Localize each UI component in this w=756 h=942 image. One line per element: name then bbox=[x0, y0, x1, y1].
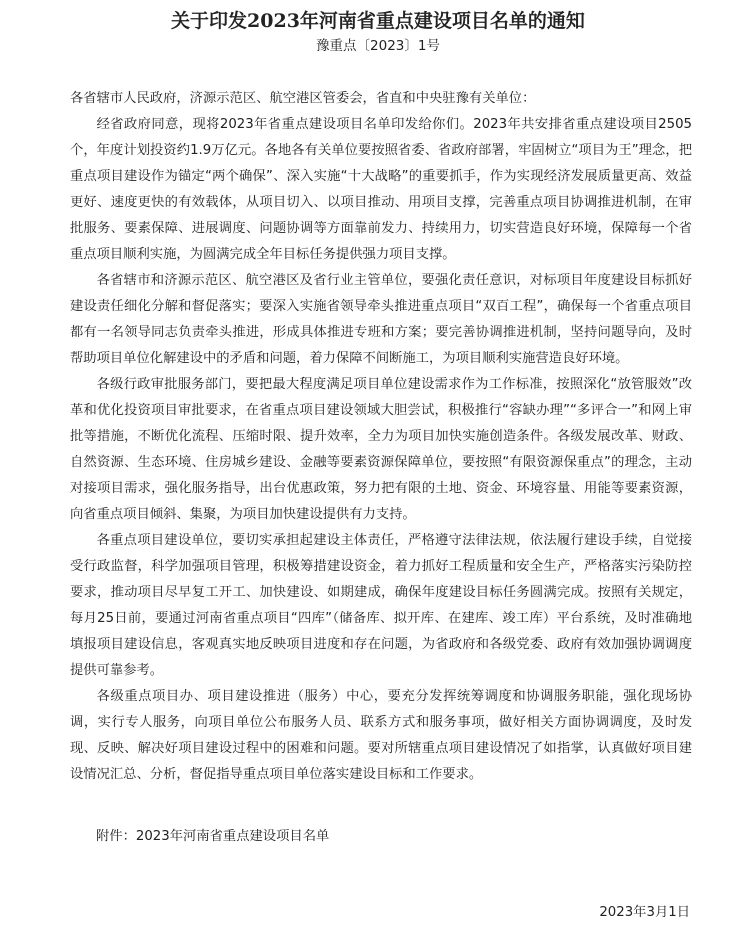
document-date: 2023年3月1日 bbox=[599, 905, 690, 920]
document-number: 豫重点〔2023〕1号 bbox=[316, 38, 440, 54]
document-body bbox=[70, 86, 692, 788]
paragraph-1: 经省政府同意，现将2023年省重点建设项目名单印发给你们。2023年共安排省重点建设项目2505个，年度计划投资约1.9万亿元。各地各有关单位要按照省委、省政府部署，牢固树立“项目为王”理念，把重点项目建设作为锚定“两个确保”、深入实施“十大战略”的重要抓手，作为实现经济发展质量更高、效益更好、速度更快的有效载体，从项目切入、以项目推动、用项目支撑，完善重点项目协调推进机制，在审批服务、要素保障、进展调度、问题协调等方面靠前发力、持续用力，切实营造良好环境，保障每一个省重点项目顺利实施，为圆满完成全年目标任务提供强力项目支撑。 bbox=[70, 117, 692, 262]
salutation: 各省辖市人民政府，济源示范区、航空港区管委会，省直和中央驻豫有关单位： bbox=[70, 91, 536, 106]
attachment-line: 附件：2023年河南省重点建设项目名单 bbox=[96, 829, 330, 844]
document-title: 关于印发2023年河南省重点建设项目名单的通知 bbox=[171, 10, 585, 32]
paragraph-3: 各级行政审批服务部门，要把最大程度满足项目单位建设需求作为工作标准，按照深化“放管服效”改革和优化投资项目审批要求，在省重点项目建设领域大胆尝试，积极推行“容缺办理”“多评合一”和网上审批等措施，不断优化流程、压缩时限、提升效率，全力为项目加快实施创造条件。各级发展改革、财政、自然资源、生态环境、住房城乡建设、金融等要素资源保障单位，要按照“有限资源保重点”的理念，主动对接项目需求，强化服务指导，出台优惠政策，努力把有限的土地、资金、环境容量、用能等要素资源，向省重点项目倾斜、集聚，为项目加快建设提供有力支持。 bbox=[70, 377, 692, 522]
paragraph-5: 各级重点项目办、项目建设推进（服务）中心，要充分发挥统筹调度和协调服务职能，强化现场协调，实行专人服务，向项目单位公布服务人员、联系方式和服务事项，做好相关方面协调调度，及时发现、反映、解决好项目建设过程中的困难和问题。要对所辖重点项目建设情况了如指掌，认真做好项目建设情况汇总、分析，督促指导重点项目单位落实建设目标和工作要求。 bbox=[70, 689, 692, 782]
paragraph-2: 各省辖市和济源示范区、航空港区及省行业主管单位，要强化责任意识，对标项目年度建设目标抓好建设责任细化分解和督促落实；要深入实施省领导牵头推进重点项目“双百工程”，确保每一个省重点项目都有一名领导同志负责牵头推进，形成具体推进专班和方案；要完善协调推进机制，坚持问题导向，及时帮助项目单位化解建设中的矛盾和问题，着力保障不间断施工，为项目顺利实施营造良好环境。 bbox=[70, 273, 692, 366]
paragraph-4: 各重点项目建设单位，要切实承担起建设主体责任，严格遵守法律法规，依法履行建设手续，自觉接受行政监督，科学加强项目管理，积极筹措建设资金，着力抓好工程质量和安全生产，严格落实污染防控要求，推动项目尽早复工开工、加快建设、如期建成，确保年度建设目标任务圆满完成。按照有关规定，每月25日前，要通过河南省重点项目“四库”（储备库、拟开库、在建库、竣工库）平台系统，及时准确地填报项目建设信息，客观真实地反映项目进度和存在问题，为省政府和各级党委、政府有效加强协调调度提供可靠参考。 bbox=[70, 533, 692, 678]
